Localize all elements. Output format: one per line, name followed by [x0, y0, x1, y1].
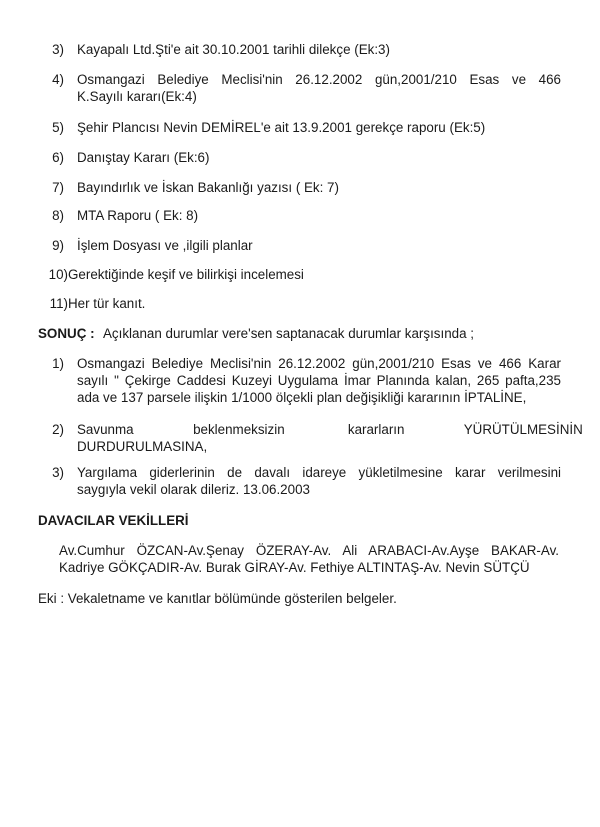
item-text: Şehir Plancısı Nevin DEMİREL'e ait 13.9.2001 gerekçe raporu (Ek:5) — [77, 120, 486, 135]
item-text: Savunma beklenmeksizin kararların YÜRÜTÜLMESİNİN — [77, 422, 583, 437]
item-text: Osmangazi Belediye Meclisi'nin 26.12.2002 gün,2001/210 Esas ve 466 Karar — [77, 356, 561, 371]
item-text: Osmangazi Belediye Meclisi'nin 26.12.2002 gün,2001/210 Esas ve 466 — [77, 72, 561, 87]
attorney-line: Av.Cumhur ÖZCAN-Av.Şenay ÖZERAY-Av. Ali ARABACI-Av.Ayşe BAKAR-Av. — [59, 543, 559, 558]
item-text: Yargılama giderlerinin de davalı idareye yükletilmesine karar verilmesini — [77, 465, 561, 480]
item-text: K.Sayılı kararı(Ek:4) — [77, 89, 197, 104]
item-text: Bayındırlık ve İskan Bakanlığı yazısı ( Ek: 7) — [77, 180, 339, 195]
item-text: DURDURULMASINA, — [77, 439, 208, 454]
item-text: İşlem Dosyası ve ,ilgili planlar — [77, 238, 253, 253]
item-number: 11) — [49, 296, 68, 311]
item-number: 9) — [52, 238, 64, 253]
item-text: saygıyla vekil olarak dileriz. 13.06.2003 — [77, 482, 310, 497]
result-text: Açıklanan durumlar vere'sen saptanacak durumlar karşısında ; — [103, 326, 474, 341]
item-number: 5) — [52, 120, 64, 135]
item-number: 1) — [52, 356, 64, 371]
item-number: 3) — [52, 42, 64, 57]
item-text: Her tür kanıt. — [68, 296, 146, 311]
item-text: Danıştay Kararı (Ek:6) — [77, 150, 210, 165]
attachments-text: Eki : Vekaletname ve kanıtlar bölümünde gösterilen belgeler. — [38, 591, 397, 606]
item-text: ada ve 137 parsele ilişkin 1/1000 ölçekli plan değişikliği kararının İPTALİNE, — [77, 390, 527, 405]
item-text: sayılı " Çekirge Caddesi Kuzeyi Uygulama İmar Planında kalan, 265 pafta,235 — [77, 373, 561, 388]
result-label: SONUÇ : — [38, 326, 95, 341]
item-text: Gerektiğinde keşif ve bilirkişi incelemesi — [68, 267, 304, 282]
attorneys-heading: DAVACILAR VEKİLLERİ — [38, 513, 189, 528]
item-number: 7) — [52, 180, 64, 195]
item-number: 4) — [52, 72, 64, 87]
attorney-line: Kadriye GÖKÇADIR-Av. Burak GİRAY-Av. Fethiye ALTINTAŞ-Av. Nevin SÜTÇÜ — [59, 560, 530, 575]
item-text: MTA Raporu ( Ek: 8) — [77, 208, 199, 223]
item-number: 2) — [52, 422, 64, 437]
item-number: 10) — [48, 267, 68, 282]
item-number: 3) — [52, 465, 64, 480]
item-number: 8) — [52, 208, 64, 223]
item-number: 6) — [52, 150, 64, 165]
item-text: Kayapalı Ltd.Şti'e ait 30.10.2001 tarihli dilekçe (Ek:3) — [77, 42, 390, 57]
